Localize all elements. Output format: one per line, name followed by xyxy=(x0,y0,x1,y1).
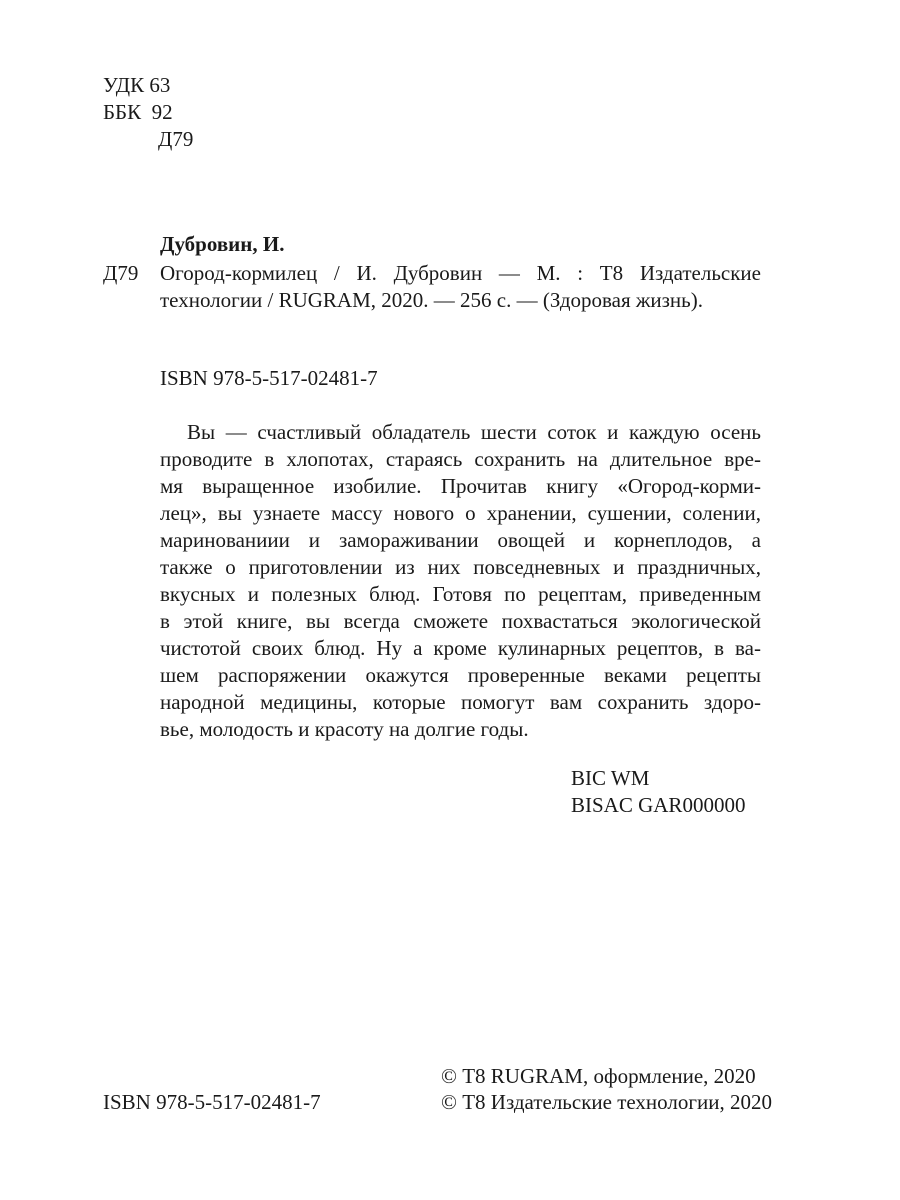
annotation-line: народной медицины, которые помогут вам сохранить здоро- xyxy=(160,690,761,714)
isbn-record: ISBN 978-5-517-02481-7 xyxy=(160,366,378,390)
author-mark-top: Д79 xyxy=(158,127,194,151)
copyright-publisher: © Т8 Издательские технологии, 2020 xyxy=(441,1090,772,1114)
annotation-line: вкусных и полезных блюд. Готовя по рецептам, приведенным xyxy=(160,582,761,606)
annotation-line: вье, молодость и красоту на долгие годы. xyxy=(160,717,529,741)
annotation-line: лец», вы узнаете массу нового о хранении, сушении, солении, xyxy=(160,501,761,525)
author-name: Дубровин, И. xyxy=(160,232,285,256)
author-mark-left: Д79 xyxy=(103,261,139,285)
bisac-code: BISAC GAR000000 xyxy=(571,793,746,817)
bbk-code: ББК 92 xyxy=(103,100,173,124)
annotation-line: проводите в хлопотах, стараясь сохранить на длительное вре- xyxy=(160,447,761,471)
bibliographic-line-2: технологии / RUGRAM, 2020. — 256 с. — (Здоровая жизнь). xyxy=(160,288,703,312)
annotation-line: чистотой своих блюд. Ну а кроме кулинарных рецептов, в ва- xyxy=(160,636,761,660)
annotation-line: мя выращенное изобилие. Прочитав книгу «Огород-корми- xyxy=(160,474,761,498)
annotation-line: в этой книге, вы всегда сможете похвастаться экологической xyxy=(160,609,761,633)
annotation-line: шем распоряжении окажутся проверенные веками рецепты xyxy=(160,663,761,687)
bibliographic-line-1: Огород-кормилец / И. Дубровин — М. : Т8 Издательские xyxy=(160,261,761,285)
udk-code: УДК 63 xyxy=(103,73,171,97)
annotation-line: маринованиии и замораживании овощей и корнеплодов, а xyxy=(160,528,761,552)
footer-isbn: ISBN 978-5-517-02481-7 xyxy=(103,1090,321,1114)
annotation-line: Вы — счастливый обладатель шести соток и каждую осень xyxy=(187,420,761,444)
annotation-line: также о приготовлении из них повседневных и праздничных, xyxy=(160,555,761,579)
copyright-design: © Т8 RUGRAM, оформление, 2020 xyxy=(441,1064,756,1088)
bic-code: BIC WM xyxy=(571,766,650,790)
